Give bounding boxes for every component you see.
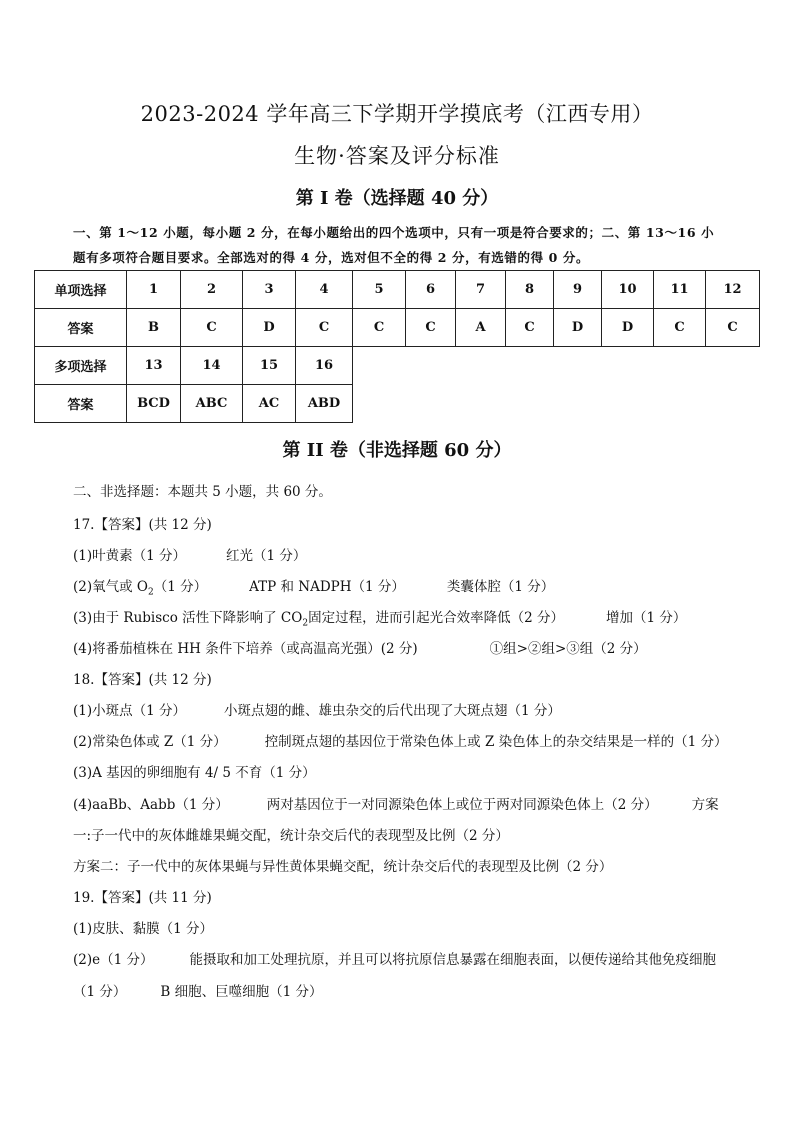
answer-text: (1)小斑点（1 分） [73, 703, 187, 719]
question-number: 8 [506, 271, 554, 309]
answer-text: 类囊体腔（1 分） [446, 579, 555, 595]
q17-answer-4 [73, 637, 647, 657]
question-number: 11 [654, 271, 706, 309]
q18-answer-1 [73, 699, 561, 719]
single-choice-label: 单项选择 [35, 271, 127, 309]
q18-answer-2 [73, 730, 728, 750]
answer-text: （1 分） [73, 984, 127, 1000]
answer-text: 红光（1 分） [226, 548, 307, 564]
answer-text: 能摄取和加工处理抗原，并且可以将抗原信息暴露在细胞表面，以便传递给其他免疫细胞 [189, 952, 716, 968]
q18-answer-4-plan2: 方案二：子一代中的灰体果蝇与异性黄体果蝇交配，统计杂交后代的表现型及比例（2 分） [73, 859, 613, 875]
answer-label: 答案 [35, 309, 127, 347]
q18-answer-4-plan1: 一:子一代中的灰体雌雄果蝇交配，统计杂交后代的表现型及比例（2 分） [73, 828, 509, 844]
q18-answer-4 [73, 793, 719, 813]
q19-answer-2-cont [73, 980, 322, 1000]
question-number: 6 [406, 271, 456, 309]
answer-text: (2)e（1 分） [73, 952, 154, 968]
answer-cell: ABD [296, 385, 353, 423]
question-number: 2 [181, 271, 243, 309]
page-subtitle: 生物·答案及评分标准 [294, 144, 500, 168]
answer-table [34, 270, 760, 423]
part2-heading: 第 II 卷（非选择题 60 分） [282, 440, 512, 461]
part1-heading: 第 I 卷（选择题 40 分） [295, 188, 499, 209]
answer-text: 增加（1 分） [605, 610, 687, 626]
answer-text: (2)氧气或 $O_2(1$ 分） [73, 579, 208, 598]
q17-heading: 17.【答案】(共 12 分) [73, 517, 212, 533]
multi-choice-label: 多项选择 [35, 347, 127, 385]
answer-cell: C [706, 309, 760, 347]
q18-answer-3: (3)A 基因的卵细胞有 4/ 5 不育（1 分） [73, 765, 316, 781]
answer-text: (2)常染色体或 Z（1 分） [73, 734, 227, 750]
table-row [35, 347, 760, 385]
answer-cell: C [654, 309, 706, 347]
question-number: 14 [181, 347, 243, 385]
question-number: 7 [456, 271, 506, 309]
answer-cell: C [296, 309, 353, 347]
answer-text: 方案 [691, 797, 719, 813]
q17-answer-3 [73, 606, 686, 629]
answer-cell: D [554, 309, 602, 347]
question-number: 12 [706, 271, 760, 309]
question-number: 1 [127, 271, 181, 309]
question-number: 13 [127, 347, 181, 385]
question-number: 15 [243, 347, 296, 385]
answer-text: ①组>②组>③组（2 分） [489, 641, 647, 657]
empty-cell [353, 347, 760, 385]
answer-cell: ABC [181, 385, 243, 423]
instructions-line-1: 一、第 1～12 小题，每小题 2 分，在每小题给出的四个选项中，只有一项是符合要求的；二、第 13～16 小 [73, 225, 715, 240]
question-number: 3 [243, 271, 296, 309]
answer-text: (3)由于 Rubisco 活性下降影响了 $CO_2$固定过程，进而引起光合效率降低（2 分） [73, 610, 564, 629]
q17-answer-1 [73, 544, 306, 564]
table-row [35, 271, 760, 309]
q18-heading: 18.【答案】(共 12 分) [73, 672, 212, 688]
question-number: 16 [296, 347, 353, 385]
answer-text: (4)将番茄植株在 HH 条件下培养（或高温高光强）(2 分) [73, 641, 418, 657]
instructions-line-2: 题有多项符合题目要求。全部选对的得 4 分，选对但不全的得 2 分，有选错的得 0 分。 [73, 250, 590, 265]
q19-answer-1: (1)皮肤、黏膜（1 分） [73, 921, 214, 937]
question-number: 9 [554, 271, 602, 309]
answer-text: (4)aaBb、Aabb（1 分） [73, 797, 229, 813]
page-title: 2023-2024 学年高三下学期开学摸底考（江西专用） [140, 102, 654, 126]
answer-text: 控制斑点翅的基因位于常染色体上或 Z 染色体上的杂交结果是一样的（1 分） [264, 734, 728, 750]
answer-text: 小斑点翅的雌、雄虫杂交的后代出现了大斑点翅（1 分） [224, 703, 561, 719]
answer-cell: C [506, 309, 554, 347]
answer-cell: C [406, 309, 456, 347]
q19-heading: 19.【答案】(共 11 分) [73, 890, 212, 906]
answer-text: 两对基因位于一对同源染色体上或位于两对同源染色体上（2 分） [266, 797, 658, 813]
question-number: 5 [353, 271, 406, 309]
section2-heading: 二、非选择题：本题共 5 小题，共 60 分。 [73, 484, 332, 500]
question-number: 10 [602, 271, 654, 309]
answer-cell: A [456, 309, 506, 347]
answer-label: 答案 [35, 385, 127, 423]
instructions [73, 220, 733, 270]
q19-answer-2 [73, 948, 716, 968]
answer-cell: AC [243, 385, 296, 423]
q17-answer-2 [73, 575, 554, 598]
answer-text: ATP 和 NADPH（1 分） [249, 579, 405, 595]
answer-cell: BCD [127, 385, 181, 423]
answer-text: (1)叶黄素（1 分） [73, 548, 187, 564]
empty-cell [353, 385, 760, 423]
answer-text: B 细胞、巨噬细胞（1 分） [160, 984, 323, 1000]
answer-cell: B [127, 309, 181, 347]
table-row [35, 385, 760, 423]
answer-cell: D [243, 309, 296, 347]
answer-cell: C [353, 309, 406, 347]
question-number: 4 [296, 271, 353, 309]
answer-cell: C [181, 309, 243, 347]
table-row [35, 309, 760, 347]
answer-cell: D [602, 309, 654, 347]
